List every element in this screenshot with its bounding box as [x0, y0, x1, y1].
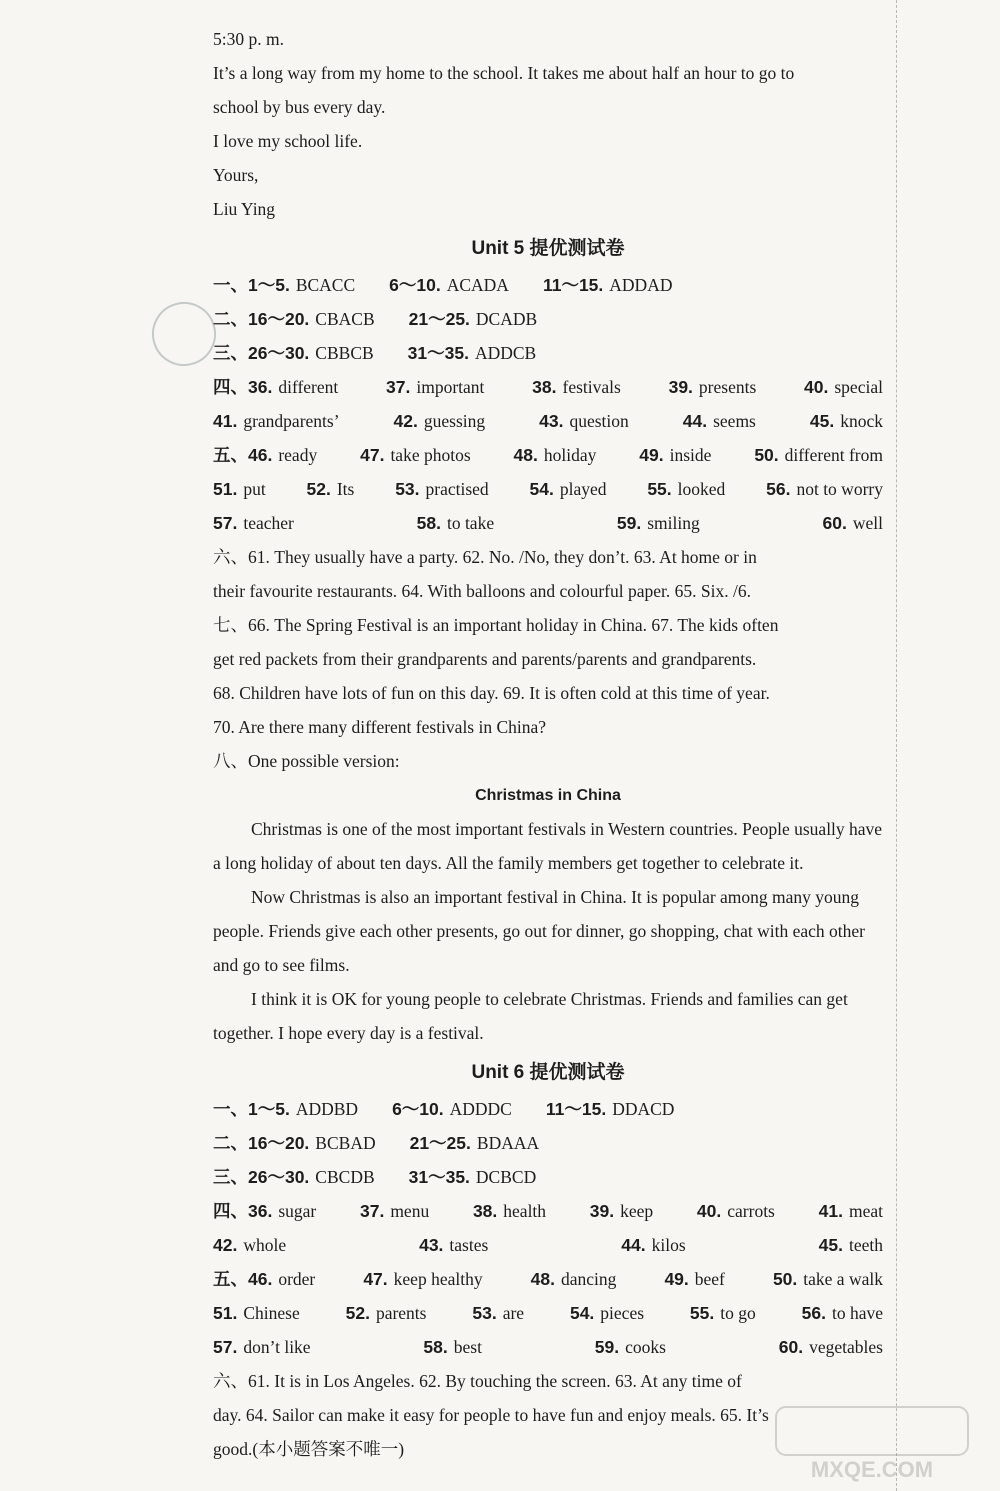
answer-item	[543, 268, 673, 302]
answer-text: put	[243, 479, 266, 499]
answer-text: beef	[694, 1269, 725, 1289]
answer-text: to take	[446, 513, 495, 533]
question-number: 37.	[386, 377, 411, 397]
answer-item	[472, 1296, 524, 1330]
watermark-text: MXQE.COM	[810, 1457, 934, 1482]
answer-item	[823, 506, 883, 540]
answer-text: CBCDB	[315, 1167, 375, 1187]
answer-item	[213, 1330, 311, 1364]
question-number: 38.	[532, 377, 557, 397]
question-number: 31～35.	[408, 1167, 470, 1187]
question-number: 49.	[639, 445, 664, 465]
question-number: 31～35.	[407, 343, 469, 363]
letter-line: Yours,	[213, 165, 259, 185]
answer-item	[539, 404, 629, 438]
question-number: 一、1～5.	[213, 275, 290, 295]
question-number: 43.	[419, 1235, 444, 1255]
answer-item	[617, 506, 700, 540]
answer-text: BCBAD	[315, 1133, 376, 1153]
answer-text: take a walk	[803, 1269, 883, 1289]
answer-item	[664, 1262, 724, 1296]
answer-text: take photos	[390, 445, 471, 465]
answer-item	[392, 1092, 512, 1126]
answer-item	[360, 1194, 429, 1228]
question-number: 21～25.	[408, 309, 470, 329]
question-number: 47.	[360, 445, 385, 465]
answer-item	[819, 1228, 883, 1262]
answer-row	[213, 506, 883, 540]
question-number: 11～15.	[545, 1099, 607, 1119]
question-number: 44.	[682, 411, 708, 431]
answer-text: BCACC	[295, 275, 356, 295]
unit5-sentence-answers	[213, 540, 883, 778]
answer-text: festivals	[562, 377, 621, 397]
answer-item	[532, 370, 621, 404]
question-number: 47.	[363, 1269, 388, 1289]
question-number: 四、36.	[213, 377, 273, 397]
answer-item	[766, 472, 883, 506]
answer-text: to have	[831, 1303, 883, 1323]
page-content	[213, 22, 883, 1466]
question-number: 45.	[809, 411, 835, 431]
answer-text: BDAAA	[476, 1133, 540, 1153]
answer-row	[213, 268, 883, 302]
question-number: 41.	[213, 411, 238, 431]
answer-row	[213, 1126, 883, 1160]
answer-text: meat	[848, 1201, 883, 1221]
answer-item	[409, 302, 538, 336]
letter-line: school by bus every day.	[213, 97, 386, 117]
answer-item	[213, 404, 340, 438]
answer-text: CBACB	[315, 309, 375, 329]
question-number: 39.	[589, 1201, 615, 1221]
question-number: 一、1～5.	[213, 1099, 290, 1119]
answer-item	[754, 438, 883, 472]
answer-row	[213, 1194, 883, 1228]
question-number: 五、46.	[213, 1269, 273, 1289]
answer-item	[531, 1262, 617, 1296]
answer-item	[595, 1330, 666, 1364]
question-number: 51.	[213, 1303, 238, 1323]
answer-text: cooks	[625, 1337, 666, 1357]
sentence-answer-line: get red packets from their grandparents and parents/parents and grandparents.	[213, 649, 757, 669]
answer-text: ready	[278, 445, 318, 465]
question-number: 48.	[530, 1269, 555, 1289]
question-number: 59.	[594, 1337, 620, 1357]
answer-text: health	[503, 1201, 547, 1221]
question-number: 43.	[539, 411, 564, 431]
question-number: 55.	[689, 1303, 715, 1323]
answer-item	[408, 336, 537, 370]
answer-item	[213, 1126, 376, 1160]
answer-item	[213, 370, 338, 404]
letter-line: 5:30 p. m.	[213, 29, 284, 49]
question-number: 57.	[213, 1337, 238, 1357]
question-number: 52.	[345, 1303, 370, 1323]
answer-text: kilos	[651, 1235, 686, 1255]
answer-text: CBBCB	[315, 343, 374, 363]
question-number: 58.	[423, 1337, 448, 1357]
question-number: 40.	[804, 377, 829, 397]
answer-text: different	[278, 377, 339, 397]
answer-text: inside	[669, 445, 712, 465]
answer-text: keep	[620, 1201, 654, 1221]
answer-item	[346, 1296, 427, 1330]
answer-item	[360, 438, 471, 472]
answer-item	[546, 1092, 675, 1126]
answer-item	[802, 1296, 883, 1330]
answer-item	[213, 302, 375, 336]
answer-item	[683, 404, 756, 438]
question-number: 53.	[472, 1303, 497, 1323]
question-number: 三、26～30.	[213, 1167, 310, 1187]
answer-item	[394, 404, 486, 438]
question-number: 54.	[569, 1303, 595, 1323]
question-number: 54.	[529, 479, 554, 499]
answer-text: practised	[425, 479, 489, 499]
answer-item	[819, 1194, 883, 1228]
answer-text: DDACD	[612, 1099, 675, 1119]
answer-item	[409, 1160, 537, 1194]
sentence-answer-line: good.(本小题答案不唯一)	[213, 1439, 405, 1459]
answer-text: ADDBD	[295, 1099, 359, 1119]
answer-row	[213, 1330, 883, 1364]
question-number: 58.	[416, 513, 441, 533]
essay-body	[213, 812, 883, 1050]
answer-item	[213, 1194, 316, 1228]
unit6-title: Unit 6 提优测试卷	[471, 1062, 625, 1083]
answer-text: carrots	[727, 1201, 775, 1221]
answer-text: tastes	[449, 1235, 489, 1255]
answer-item	[514, 438, 597, 472]
question-number: 40.	[696, 1201, 722, 1221]
answer-row	[213, 1228, 883, 1262]
answer-text: parents	[375, 1303, 427, 1323]
answer-item	[697, 1194, 775, 1228]
answer-item	[213, 472, 266, 506]
answer-text: ADDAD	[609, 275, 673, 295]
question-number: 50.	[754, 445, 779, 465]
question-number: 57.	[213, 513, 238, 533]
essay-paragraph: I think it is OK for young people to celebrate Christmas. Friends and families can get together. I hope every day is a festival.	[213, 989, 848, 1043]
question-number: 38.	[472, 1201, 498, 1221]
unit5-answer-rows	[213, 268, 883, 540]
answer-text: menu	[390, 1201, 430, 1221]
answer-text: to go	[720, 1303, 756, 1323]
question-number: 44.	[621, 1235, 646, 1255]
answer-item	[621, 1228, 685, 1262]
answer-text: grandparents’	[243, 411, 340, 431]
answer-item	[773, 1262, 883, 1296]
answer-row	[213, 404, 883, 438]
question-number: 50.	[772, 1269, 798, 1289]
essay-paragraph: Now Christmas is also an important festival in China. It is popular among many young people. Friends give each other presents, go out for dinner, go shopping, chat with each other and go to see films.	[213, 887, 865, 975]
sentence-answer-line: 六、61. They usually have a party. 62. No. /No, they don’t. 63. At home or in	[213, 547, 757, 567]
question-number: 59.	[616, 513, 642, 533]
answer-text: teacher	[243, 513, 294, 533]
answer-item	[417, 506, 494, 540]
question-number: 52.	[306, 479, 331, 499]
answer-row	[213, 370, 883, 404]
answer-text: looked	[677, 479, 726, 499]
question-number: 60.	[822, 513, 847, 533]
letter-line: It’s a long way from my home to the school. It takes me about half an hour to go to	[213, 63, 795, 83]
question-number: 51.	[213, 479, 238, 499]
question-number: 三、26～30.	[213, 343, 310, 363]
answer-item	[213, 1092, 358, 1126]
answer-row	[213, 1262, 883, 1296]
question-number: 11～15.	[542, 275, 604, 295]
answer-text: pieces	[600, 1303, 645, 1323]
answer-text: played	[559, 479, 607, 499]
answer-item	[307, 472, 355, 506]
question-number: 39.	[668, 377, 693, 397]
question-number: 二、16～20.	[213, 1133, 310, 1153]
sentence-answer-line: day. 64. Sailor can make it easy for people to have fun and enjoy meals. 65. It’s	[213, 1405, 769, 1425]
answer-text: well	[852, 513, 883, 533]
question-number: 45.	[818, 1235, 843, 1255]
sentence-answer-line: 六、61. It is in Los Angeles. 62. By touching the screen. 63. At any time of	[213, 1371, 742, 1391]
answer-item	[423, 1330, 482, 1364]
answer-row	[213, 472, 883, 506]
answer-text: ADDCB	[474, 343, 537, 363]
answer-text: dancing	[560, 1269, 617, 1289]
margin-dashed-rule	[896, 0, 897, 1491]
answer-item	[530, 472, 607, 506]
answer-text: keep healthy	[393, 1269, 483, 1289]
sentence-answer-line: 70. Are there many different festivals in China?	[213, 717, 547, 737]
answer-text: smiling	[647, 513, 700, 533]
answer-item	[213, 506, 294, 540]
answer-text: DCADB	[475, 309, 538, 329]
answer-text: Chinese	[243, 1303, 300, 1323]
question-number: 37.	[359, 1201, 385, 1221]
unit6-answer-rows	[213, 1092, 883, 1364]
letter-ending	[213, 22, 883, 226]
answer-text: Its	[336, 479, 355, 499]
answer-text: sugar	[278, 1201, 317, 1221]
answer-item	[213, 1228, 286, 1262]
answer-item	[213, 1296, 300, 1330]
answer-text: special	[834, 377, 883, 397]
question-number: 56.	[766, 479, 791, 499]
sentence-answer-line: 68. Children have lots of fun on this day. 69. It is often cold at this time of year.	[213, 683, 770, 703]
answer-item	[419, 1228, 488, 1262]
watermark-logo	[772, 1401, 972, 1485]
letter-line: Liu Ying	[213, 199, 276, 219]
answer-item	[804, 370, 883, 404]
answer-item	[779, 1330, 883, 1364]
question-number: 48.	[513, 445, 538, 465]
answer-text: don’t like	[243, 1337, 311, 1357]
answer-item	[410, 1126, 540, 1160]
answer-item	[639, 438, 711, 472]
answer-item	[213, 1160, 375, 1194]
answer-row	[213, 438, 883, 472]
answer-text: ADDDC	[449, 1099, 512, 1119]
answer-item	[363, 1262, 482, 1296]
question-number: 60.	[778, 1337, 804, 1357]
answer-item	[389, 268, 509, 302]
answer-text: different from	[784, 445, 883, 465]
answer-text: best	[453, 1337, 482, 1357]
answer-row	[213, 302, 883, 336]
answer-item	[810, 404, 883, 438]
answer-text: presents	[698, 377, 757, 397]
sentence-answer-line: 八、One possible version:	[213, 751, 400, 771]
question-number: 四、36.	[213, 1201, 273, 1221]
question-number: 49.	[664, 1269, 689, 1289]
answer-item	[590, 1194, 653, 1228]
answer-item	[395, 472, 489, 506]
answer-text: not to worry	[796, 479, 883, 499]
answer-item	[213, 268, 355, 302]
answer-text: DCBCD	[475, 1167, 537, 1187]
answer-item	[690, 1296, 756, 1330]
unit5-title: Unit 5 提优测试卷	[471, 238, 625, 259]
answer-text: teeth	[848, 1235, 883, 1255]
essay-title: Christmas in China	[475, 787, 621, 804]
question-number: 41.	[818, 1201, 843, 1221]
question-number: 42.	[213, 1235, 238, 1255]
question-number: 五、46.	[213, 445, 273, 465]
sentence-answer-line: their favourite restaurants. 64. With balloons and colourful paper. 65. Six. /6.	[213, 581, 751, 601]
answer-text: question	[569, 411, 629, 431]
answer-item	[386, 370, 484, 404]
essay-paragraph: Christmas is one of the most important festivals in Western countries. People usually have a long holiday of about ten days. All the family members get together to celebrate it.	[213, 819, 883, 873]
question-number: 42.	[393, 411, 418, 431]
answer-text: seems	[713, 411, 756, 431]
sentence-answer-line: 七、66. The Spring Festival is an important holiday in China. 67. The kids often	[213, 615, 779, 635]
answer-row	[213, 336, 883, 370]
answer-item	[213, 438, 317, 472]
answer-text: guessing	[423, 411, 486, 431]
letter-line: I love my school life.	[213, 131, 363, 151]
question-number: 二、16～20.	[213, 309, 310, 329]
answer-text: holiday	[543, 445, 597, 465]
answer-text: are	[502, 1303, 525, 1323]
answer-row	[213, 1160, 883, 1194]
question-number: 55.	[647, 479, 672, 499]
answer-row	[213, 1092, 883, 1126]
answer-item	[213, 336, 374, 370]
answer-item	[213, 1262, 315, 1296]
answer-text: knock	[840, 411, 883, 431]
answer-text: vegetables	[809, 1337, 883, 1357]
question-number: 56.	[801, 1303, 826, 1323]
answer-item	[570, 1296, 644, 1330]
answer-row	[213, 1296, 883, 1330]
answer-item	[647, 472, 725, 506]
question-number: 53.	[395, 479, 420, 499]
answer-text: important	[416, 377, 485, 397]
question-number: 6～10.	[392, 1099, 444, 1119]
question-number: 21～25.	[409, 1133, 471, 1153]
answer-text: whole	[243, 1235, 287, 1255]
answer-item	[669, 370, 757, 404]
answer-item	[473, 1194, 546, 1228]
answer-text: ACADA	[446, 275, 509, 295]
answer-text: order	[278, 1269, 316, 1289]
question-number: 6～10.	[389, 275, 441, 295]
